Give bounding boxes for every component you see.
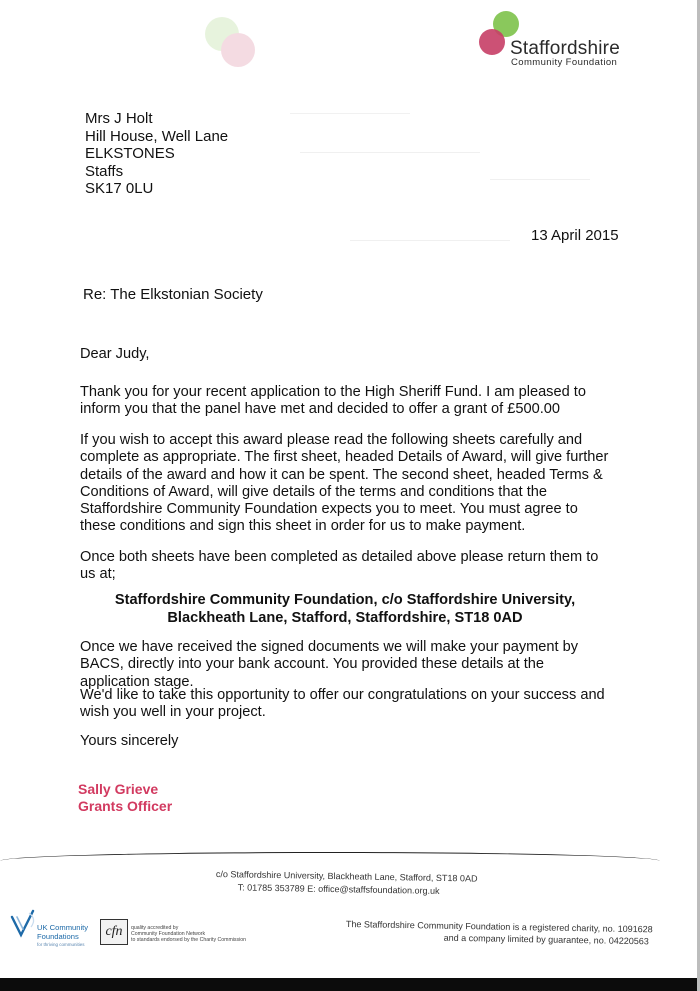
recipient-address (85, 110, 228, 198)
paragraph: Once both sheets have been completed as detailed above please return them to us at; (80, 549, 599, 583)
cfn-line: quality accredited by (131, 925, 179, 931)
subject-line: Re: The Elkstonian Society (83, 286, 263, 303)
signatory-title: Grants Officer (78, 798, 173, 814)
show-through-marks (290, 105, 590, 285)
ukcf-tagline: for thriving communities (37, 942, 85, 948)
paragraph: Once we have received the signed documents we will make your payment by BACS, directly into your bank account. You provided these details at the application stage. (80, 639, 579, 690)
footer-divider (0, 852, 660, 861)
show-through-logo (200, 12, 260, 72)
signature-block (78, 781, 172, 815)
org-name: Staffordshire (510, 38, 620, 59)
scan-bottom-edge (0, 978, 700, 991)
return-address: Staffordshire Community Foundation, c/o Staffordshire University, Blackheath Lane, Stafford, Staffordshire, ST18 0AD (114, 592, 576, 626)
charity-line: The Staffordshire Community Foundation is a registered charity, no. 1091628 (345, 918, 653, 935)
footer-address-block (216, 868, 478, 898)
closing: Yours sincerely (80, 733, 179, 749)
cfn-line: to standards endorsed by the Charity Commission (131, 937, 247, 944)
ukcf-line2: Foundations (37, 931, 79, 941)
address-line: SK17 0LU (85, 180, 154, 197)
org-subtitle: Community Foundation (511, 57, 618, 68)
salutation: Dear Judy, (80, 346, 150, 362)
cfn-logo: cfn (100, 919, 128, 945)
paragraph: Thank you for your recent application to the High Sheriff Fund. I am pleased to inform you that the panel have met and decided to offer a grant of £500.00 (80, 384, 586, 418)
address-line: Hill House, Well Lane (85, 127, 229, 145)
paragraph: We'd like to take this opportunity to offer our congratulations on your success and wish you well in your project. (80, 687, 605, 721)
cfn-line: Community Foundation Network (131, 931, 206, 938)
company-line: and a company limited by guarantee, no. 04220563 (443, 932, 649, 947)
footer-contact: T: 01785 353789 E: office@staffsfoundation.org.uk (237, 881, 440, 896)
letter-date: 13 April 2015 (531, 227, 619, 244)
address-line: Staffs (85, 162, 124, 180)
address-line: Mrs J Holt (85, 110, 153, 127)
ukcf-text (37, 924, 88, 950)
charity-info (346, 918, 653, 947)
paragraph: If you wish to accept this award please read the following sheets carefully and complete as appropriate. The first sheet, headed Details of Award, will give further details of the award and how it can be spent. The second sheet, headed Terms & Conditions of Award, will give details of the terms and conditions that the Staffordshire Community Foundation expects you to meet. You must agree to these conditions and sign this sheet in order for us to make payment. (80, 432, 609, 535)
footer-address: c/o Staffordshire University, Blackheath Lane, Stafford, ST18 0AD (215, 868, 478, 884)
signatory-name: Sally Grieve (78, 781, 159, 797)
ukcf-line1: UK Community (37, 923, 89, 932)
cfn-accreditation (131, 925, 246, 944)
address-line: ELKSTONES (85, 145, 175, 162)
